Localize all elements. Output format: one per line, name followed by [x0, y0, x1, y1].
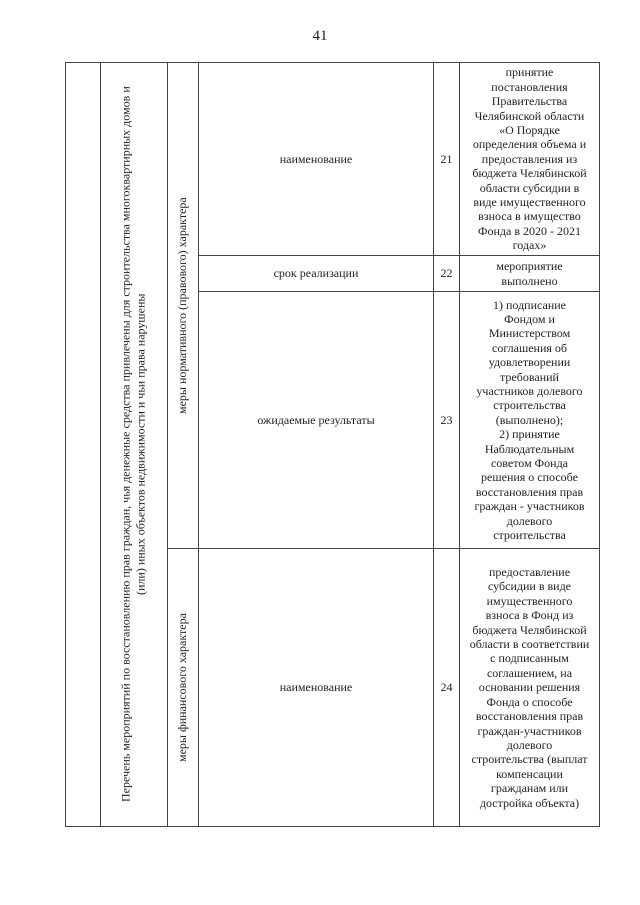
row-name: наименование — [279, 151, 353, 166]
row-value-cell — [460, 256, 599, 291]
row-value-cell — [460, 292, 599, 548]
row-value-cell — [460, 549, 599, 826]
row-number: 23 — [440, 412, 453, 427]
row-number: 22 — [440, 266, 453, 281]
row-name: ожидаемые результаты — [257, 412, 375, 427]
row-name-cell — [199, 256, 433, 291]
row-number-cell — [434, 63, 459, 255]
row-value: предоставление субсидии в виде имущественного взноса в Фонд из бюджета Челябинской области в соответствии с подписанным соглашением, на основании решения Фонда о способе восстановления прав граждан-участников долевого строительства (выплат компенсации гражданам или достройка объекта) — [469, 565, 590, 810]
group-title — [100, 63, 167, 826]
category-label: меры нормативного (правового) характера — [175, 197, 189, 414]
row-name: наименование — [279, 680, 353, 695]
row-value-cell — [460, 63, 599, 255]
row-value: 1) подписание Фондом и Министерством соглашения об удовлетворении требований участников долевого строительства (выполнено); 2) принятие Наблюдательным советом Фонда решения о способе восстановления прав граждан - участников долевого строительства — [474, 297, 585, 543]
page-number: 41 — [312, 28, 328, 44]
row-name-cell — [199, 549, 433, 826]
category-normative — [167, 63, 198, 548]
row-name-cell — [199, 63, 433, 255]
category-financial — [167, 549, 198, 826]
measures-table — [65, 62, 600, 827]
row-number-cell — [434, 292, 459, 548]
row-name-cell — [199, 292, 433, 548]
row-number-cell — [434, 549, 459, 826]
group-title-text: Перечень мероприятий по восстановлению прав граждан, чья денежные средства привлечены для строительства многоквартирных домов и (или) иных объектов недвижимости и чьи права нарушены — [118, 86, 148, 803]
row-number-cell — [434, 256, 459, 291]
row-number: 21 — [440, 151, 453, 166]
row-value: принятие постановления Правительства Челябинской области «О Порядке определения объема и предоставления из бюджета Челябинской области субсидии в виде имущественного взноса в имущество Фонда в 2020 - 2021 годах» — [472, 65, 587, 253]
row-name: срок реализации — [273, 266, 359, 281]
row-number: 24 — [440, 680, 453, 695]
category-label: меры финансового характера — [175, 613, 189, 762]
row-value: мероприятие выполнено — [496, 259, 563, 288]
